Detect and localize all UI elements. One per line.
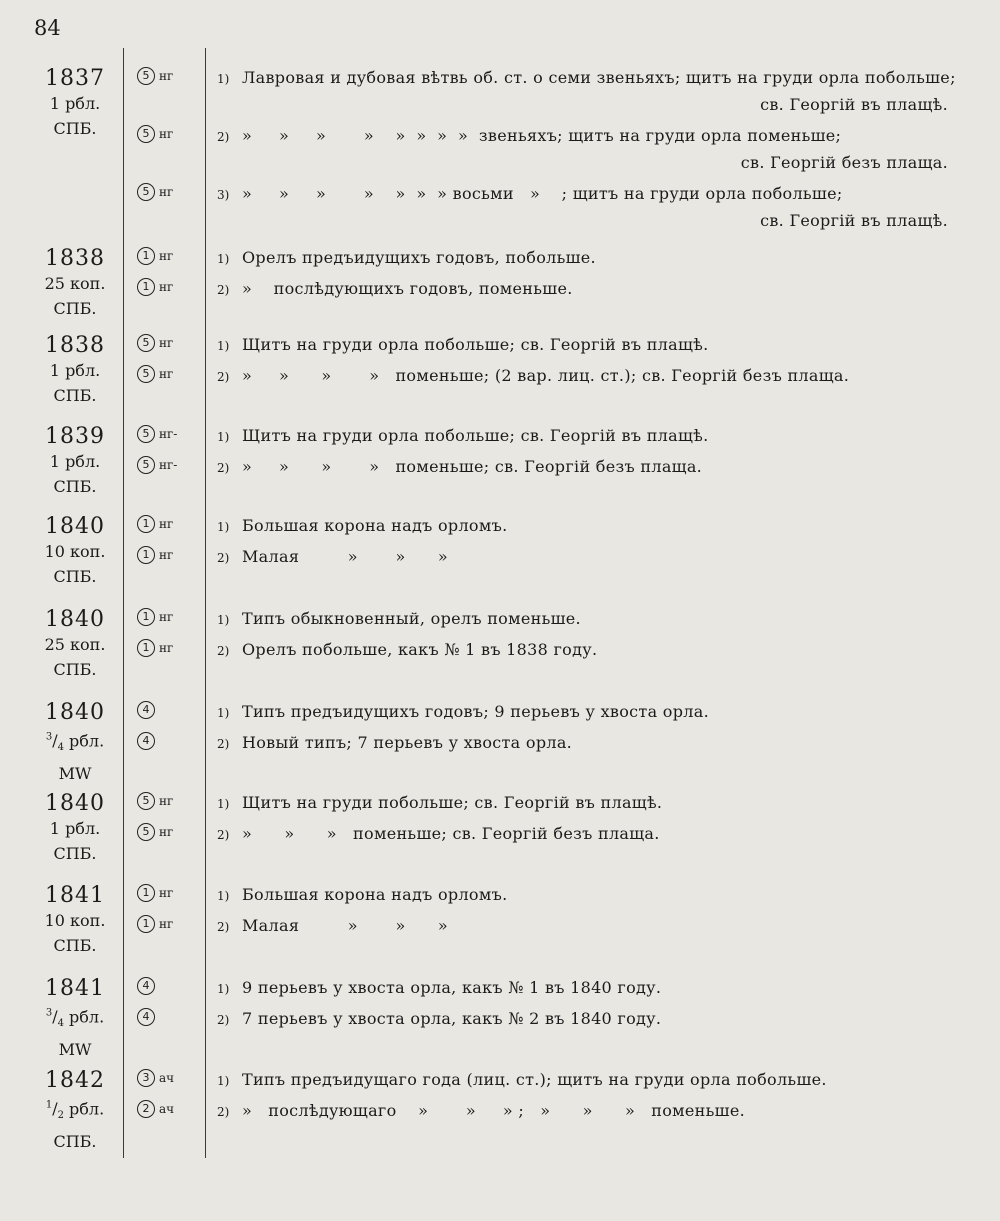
column-rule-right <box>205 48 206 1158</box>
variant-description: Малая » » » <box>242 916 448 935</box>
circled-number-icon: 1 <box>137 546 155 564</box>
entry-denomination <box>20 358 130 383</box>
variant-code: нг <box>159 610 174 624</box>
variant-mark <box>137 1008 159 1026</box>
page-number: 84 <box>34 16 61 40</box>
entry-denomination <box>20 908 130 933</box>
variant-mark <box>137 183 173 201</box>
entry-year: 1841 <box>45 883 105 908</box>
variant-mark <box>137 365 173 383</box>
denomination-value: 25 коп. <box>44 274 106 293</box>
variant-number: 2) <box>217 828 230 842</box>
circled-number-icon: 1 <box>137 278 155 296</box>
variant-code: нг <box>159 517 174 531</box>
variant-number: 2) <box>217 644 230 658</box>
variant-code: нг <box>159 249 174 263</box>
circled-number-icon: 5 <box>137 67 155 85</box>
variant-description: 9 перьевъ у хвоста орла, какъ № 1 въ 1840 году. <box>242 978 662 997</box>
circled-number-icon: 3 <box>137 1069 155 1087</box>
variant-number: 1) <box>217 430 230 444</box>
entry-denomination <box>20 1001 130 1037</box>
denomination-value: 1 рбл. <box>49 819 101 838</box>
entry-meta <box>20 246 130 321</box>
variant-number: 1) <box>217 706 230 720</box>
variant-description: » » » поменьше; св. Георгій безъ плаща. <box>242 824 660 843</box>
variant-description: Лавровая и дубовая вѣтвь об. ст. о семи звеньяхъ; щитъ на груди орла побольше; <box>242 68 956 87</box>
variant-code: нг <box>159 336 174 350</box>
denomination-value: 1 рбл. <box>49 94 101 113</box>
circled-number-icon: 4 <box>137 1008 155 1026</box>
entry-mint: MW <box>58 1039 92 1059</box>
entry-meta <box>20 66 130 141</box>
entry-meta <box>20 424 130 499</box>
denomination-value: рбл. <box>69 1099 105 1119</box>
entry-denomination <box>20 449 130 474</box>
entry-mint: СПБ. <box>53 386 97 405</box>
entry-year: 1840 <box>45 514 105 539</box>
entry-denomination <box>20 271 130 296</box>
variant-number: 1) <box>217 797 230 811</box>
variant-description: Типъ предъидущихъ годовъ; 9 перьевъ у хвоста орла. <box>242 702 709 721</box>
entry-meta <box>20 700 130 786</box>
variant-description: Большая корона надъ орломъ. <box>242 516 508 535</box>
variant-mark <box>137 915 173 933</box>
variant-code: нг <box>159 185 174 199</box>
circled-number-icon: 4 <box>137 701 155 719</box>
variant-description: » послѣдующаго » » » ; » » » поменьше. <box>242 1101 745 1120</box>
variant-description: » » » » » » » » звеньяхъ; щитъ на груди орла поменьше; <box>242 126 842 145</box>
variant-mark <box>137 639 173 657</box>
entry-meta <box>20 883 130 958</box>
variant-description: Орелъ побольше, какъ № 1 въ 1838 году. <box>242 640 598 659</box>
variant-description: Типъ обыкновенный, орелъ поменьше. <box>242 609 581 628</box>
variant-number: 1) <box>217 252 230 266</box>
variant-description: Щитъ на груди побольше; св. Георгій въ плащѣ. <box>242 793 663 812</box>
variant-code: нг <box>159 641 174 655</box>
entry-year: 1838 <box>45 333 105 358</box>
entry-year: 1842 <box>45 1068 105 1093</box>
variant-number: 1) <box>217 613 230 627</box>
variant-code: нг <box>159 127 174 141</box>
variant-description-continued: св. Георгій въ плащѣ. <box>760 211 948 230</box>
variant-mark <box>137 247 173 265</box>
fraction-numerator: 3 <box>45 1008 53 1019</box>
variant-mark <box>137 278 173 296</box>
entry-meta <box>20 976 130 1062</box>
variant-number: 2) <box>217 737 230 751</box>
entry-denomination <box>20 91 130 116</box>
variant-description: Малая » » » <box>242 547 448 566</box>
variant-number: 1) <box>217 889 230 903</box>
variant-code: нг- <box>159 427 178 441</box>
variant-description: Типъ предъидущаго года (лиц. ст.); щитъ на груди орла побольше. <box>242 1070 827 1089</box>
entry-year: 1840 <box>45 700 105 725</box>
circled-number-icon: 1 <box>137 608 155 626</box>
variant-mark <box>137 792 173 810</box>
entry-meta <box>20 791 130 866</box>
variant-mark <box>137 732 159 750</box>
variant-number: 2) <box>217 1105 230 1119</box>
denomination-value: рбл. <box>69 1007 105 1027</box>
circled-number-icon: 5 <box>137 456 155 474</box>
variant-code: нг <box>159 794 174 808</box>
variant-number: 2) <box>217 370 230 384</box>
variant-number: 2) <box>217 1013 230 1027</box>
variant-number: 1) <box>217 982 230 996</box>
variant-mark <box>137 1100 174 1118</box>
entry-denomination <box>20 816 130 841</box>
entry-meta <box>20 1068 130 1154</box>
entry-year: 1840 <box>45 791 105 816</box>
variant-number: 1) <box>217 1074 230 1088</box>
variant-description-continued: св. Георгій въ плащѣ. <box>760 95 948 114</box>
variant-number: 1) <box>217 72 230 86</box>
variant-description: » » » » поменьше; св. Георгій безъ плаща. <box>242 457 703 476</box>
circled-number-icon: 5 <box>137 792 155 810</box>
circled-number-icon: 1 <box>137 915 155 933</box>
variant-mark <box>137 67 173 85</box>
variant-number: 3) <box>217 188 230 202</box>
variant-code: ач <box>159 1102 175 1116</box>
circled-number-icon: 5 <box>137 425 155 443</box>
variant-code: нг <box>159 886 174 900</box>
variant-code: нг <box>159 367 174 381</box>
entry-mint: СПБ. <box>53 567 97 586</box>
variant-mark <box>137 425 177 443</box>
denomination-fraction: $^3/_4$ <box>45 731 64 754</box>
variant-mark <box>137 1069 174 1087</box>
denomination-value: 1 рбл. <box>49 452 101 471</box>
entry-year: 1837 <box>45 66 105 91</box>
variant-mark <box>137 456 177 474</box>
variant-code: нг <box>159 825 174 839</box>
variant-code: нг <box>159 917 174 931</box>
entry-year: 1841 <box>45 976 105 1001</box>
entry-mint: СПБ. <box>53 844 97 863</box>
circled-number-icon: 5 <box>137 365 155 383</box>
denomination-value: 10 коп. <box>44 542 106 561</box>
entry-mint: СПБ. <box>53 1131 97 1151</box>
entry-mint: СПБ. <box>53 660 97 679</box>
entry-meta <box>20 514 130 589</box>
variant-number: 2) <box>217 130 230 144</box>
variant-mark <box>137 884 173 902</box>
circled-number-icon: 5 <box>137 334 155 352</box>
variant-number: 2) <box>217 551 230 565</box>
variant-code: нг <box>159 548 174 562</box>
variant-description: 7 перьевъ у хвоста орла, какъ № 2 въ 1840 году. <box>242 1009 662 1028</box>
variant-mark <box>137 334 173 352</box>
entry-year: 1839 <box>45 424 105 449</box>
circled-number-icon: 1 <box>137 247 155 265</box>
entry-denomination <box>20 632 130 657</box>
variant-code: нг <box>159 280 174 294</box>
entry-meta <box>20 607 130 682</box>
denomination-value: 25 коп. <box>44 635 106 654</box>
entry-year: 1840 <box>45 607 105 632</box>
variant-number: 2) <box>217 920 230 934</box>
circled-number-icon: 1 <box>137 884 155 902</box>
variant-mark <box>137 823 173 841</box>
circled-number-icon: 1 <box>137 515 155 533</box>
variant-mark <box>137 515 173 533</box>
variant-number: 2) <box>217 283 230 297</box>
variant-mark <box>137 701 159 719</box>
entry-year: 1838 <box>45 246 105 271</box>
entry-mint: СПБ. <box>53 299 97 318</box>
entry-mint: MW <box>58 763 92 783</box>
entry-denomination <box>20 1093 130 1129</box>
variant-description: » послѣдующихъ годовъ, поменьше. <box>242 279 573 298</box>
variant-number: 1) <box>217 520 230 534</box>
variant-mark <box>137 546 173 564</box>
variant-mark <box>137 608 173 626</box>
fraction-denominator: 4 <box>57 742 64 754</box>
variant-description: » » » » поменьше; (2 вар. лиц. ст.); св. Георгій безъ плаща. <box>242 366 850 385</box>
denomination-value: 1 рбл. <box>49 361 101 380</box>
variant-description-continued: св. Георгій безъ плаща. <box>740 153 948 172</box>
circled-number-icon: 5 <box>137 183 155 201</box>
variant-code: нг <box>159 69 174 83</box>
circled-number-icon: 4 <box>137 977 155 995</box>
variant-number: 2) <box>217 461 230 475</box>
variant-mark <box>137 977 159 995</box>
circled-number-icon: 5 <box>137 125 155 143</box>
fraction-numerator: 1 <box>45 1100 53 1111</box>
circled-number-icon: 4 <box>137 732 155 750</box>
denomination-value: 10 коп. <box>44 911 106 930</box>
fraction-numerator: 3 <box>45 732 53 743</box>
variant-description: Новый типъ; 7 перьевъ у хвоста орла. <box>242 733 573 752</box>
variant-description: » » » » » » » восьми » ; щитъ на груди орла побольше; <box>242 184 843 203</box>
denomination-fraction: $^3/_4$ <box>45 1007 64 1030</box>
circled-number-icon: 2 <box>137 1100 155 1118</box>
denomination-fraction: $^1/_2$ <box>45 1099 64 1122</box>
variant-description: Большая корона надъ орломъ. <box>242 885 508 904</box>
variant-description: Щитъ на груди орла побольше; св. Георгій въ плащѣ. <box>242 426 709 445</box>
variant-code: ач <box>159 1071 175 1085</box>
denomination-value: рбл. <box>69 731 105 751</box>
variant-description: Щитъ на груди орла побольше; св. Георгій въ плащѣ. <box>242 335 709 354</box>
entry-mint: СПБ. <box>53 119 97 138</box>
entry-denomination <box>20 725 130 761</box>
variant-description: Орелъ предъидущихъ годовъ, побольше. <box>242 248 596 267</box>
variant-mark <box>137 125 173 143</box>
fraction-denominator: 2 <box>57 1110 64 1122</box>
fraction-denominator: 4 <box>57 1018 64 1030</box>
entry-meta <box>20 333 130 408</box>
entry-mint: СПБ. <box>53 477 97 496</box>
variant-number: 1) <box>217 339 230 353</box>
entry-mint: СПБ. <box>53 936 97 955</box>
variant-code: нг- <box>159 458 178 472</box>
circled-number-icon: 5 <box>137 823 155 841</box>
circled-number-icon: 1 <box>137 639 155 657</box>
entry-denomination <box>20 539 130 564</box>
